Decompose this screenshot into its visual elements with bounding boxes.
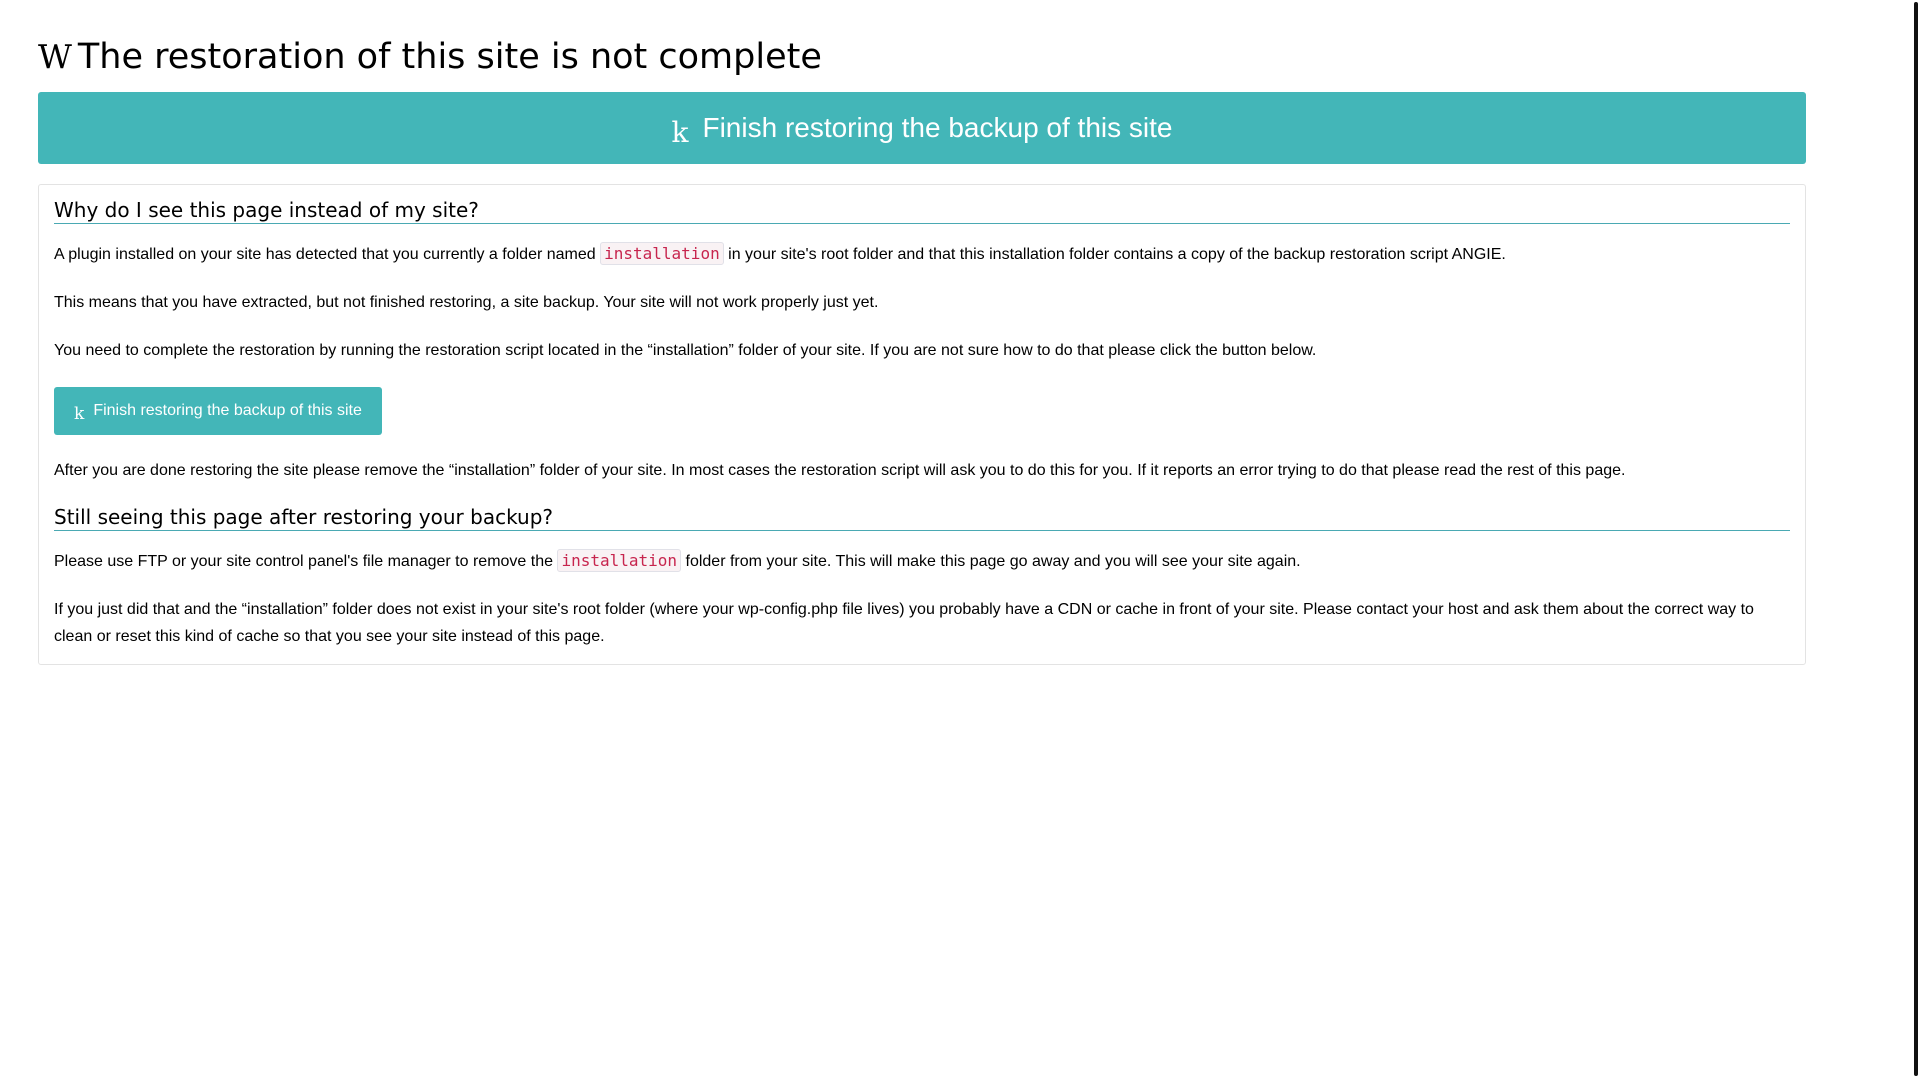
installation-folder-code: installation (600, 242, 724, 265)
scrollbar-thumb[interactable] (1914, 2, 1918, 1076)
paragraph-complete-restoration: You need to complete the restoration by running the restoration script located in the “installation” folder of your site. If you are not sure how to do that please click the button below. (54, 342, 1317, 359)
paragraph-text: folder from your site. This will make this page go away and you will see your site again. (681, 553, 1301, 570)
paragraph-extracted: This means that you have extracted, but not finished restoring, a site backup. Your site will not work properly just yet. (54, 294, 879, 311)
installation-folder-code: installation (557, 549, 681, 572)
paragraph-text: Please use FTP or your site control panel's file manager to remove the (54, 553, 558, 570)
paragraph-text: A plugin installed on your site has detected that you currently a folder named (54, 246, 601, 263)
finish-restoring-button-inline[interactable] (54, 387, 382, 435)
info-panel (38, 184, 1806, 665)
section-heading-why: Why do I see this page instead of my site? (54, 197, 1790, 224)
vertical-scrollbar[interactable] (1912, 0, 1920, 1080)
paragraph-remove-installation: After you are done restoring the site please remove the “installation” folder of your site. In most cases the restoration script will ask you to do this for you. If it reports an error trying to do that please read the rest of this page. (54, 462, 1626, 479)
paragraph-text: in your site's root folder and that this installation folder contains a copy of the backup restoration script ANGIE. (723, 246, 1506, 263)
section-heading-still-seeing: Still seeing this page after restoring your backup? (54, 504, 1790, 531)
finish-restoring-button-label: Finish restoring the backup of this site (702, 112, 1173, 143)
paragraph-cdn-cache: If you just did that and the “installation” folder does not exist in your site's root folder (where your wp-config.php file lives) you probably have a CDN or cache in front of your site. Please contact your host and ask them about the correct way to clean or reset this kind of cache so that you see your site instead of this page. (54, 601, 1754, 645)
paragraph-plugin-detected (54, 240, 1790, 268)
restore-icon: k (671, 115, 689, 149)
warning-icon: W (38, 37, 72, 76)
paragraph-use-ftp (54, 547, 1790, 575)
finish-restoring-button[interactable] (38, 92, 1806, 164)
finish-restoring-inline-label: Finish restoring the backup of this site (93, 402, 362, 419)
restore-icon: k (74, 404, 85, 424)
page-title (38, 34, 1806, 80)
page-title-text: The restoration of this site is not complete (77, 37, 822, 77)
